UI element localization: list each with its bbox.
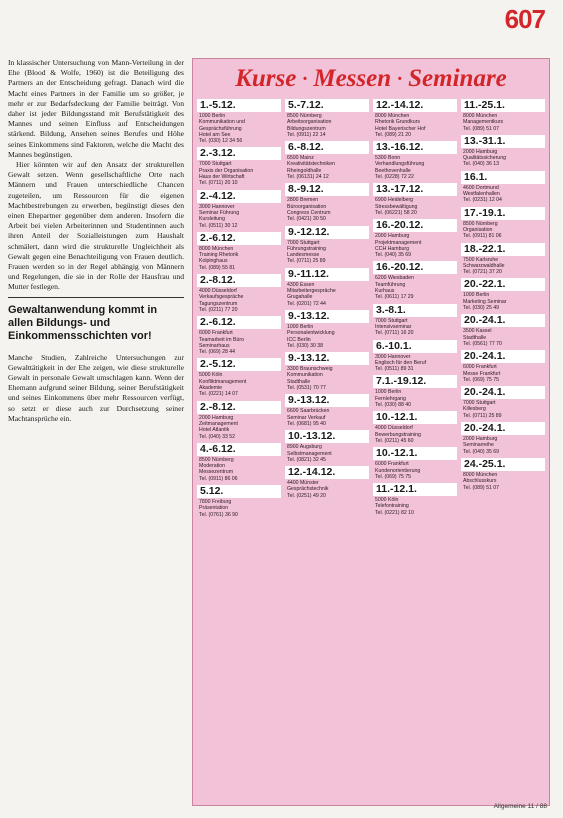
- event-entry: [285, 226, 369, 265]
- event-date: 9.-13.12.: [285, 352, 369, 365]
- event-date: 20.-22.1.: [461, 278, 545, 291]
- event-entry: [461, 458, 545, 491]
- event-entry: [285, 310, 369, 349]
- event-line: Personalentwicklung: [287, 330, 335, 337]
- event-line: Gesprächsführung: [199, 125, 242, 132]
- event-column: [285, 99, 369, 801]
- event-line: 7000 Stuttgart: [287, 239, 320, 246]
- event-entry: [461, 314, 545, 347]
- event-line: Kursleitung: [199, 216, 225, 223]
- event-date: 16.-20.12.: [373, 261, 457, 274]
- event-line: Seminar Führung: [199, 209, 240, 216]
- event-entry: [285, 394, 369, 427]
- event-line: 8000 München: [375, 113, 410, 119]
- event-line: Westfalenhallen: [463, 191, 500, 198]
- event-description: [373, 497, 457, 516]
- event-line: Tel. (0211) 45 60: [375, 437, 414, 444]
- event-entry: [373, 99, 457, 138]
- event-line: Seminarhaus: [199, 342, 230, 349]
- event-line: Kommunikation und: [199, 119, 245, 126]
- event-columns: [197, 99, 545, 801]
- event-line: 3500 Kassel: [463, 328, 492, 335]
- event-line: Arbeitsorganisation: [287, 119, 332, 126]
- event-line: Hotel Atlantik: [199, 427, 230, 434]
- event-date: 11.-12.1.: [373, 483, 457, 496]
- event-line: 8500 Nürnberg: [287, 113, 322, 119]
- event-line: 2000 Hamburg: [463, 148, 498, 155]
- event-line: 3000 Hannover: [375, 353, 411, 360]
- event-line: ICC Berlin: [287, 336, 311, 343]
- event-description: [461, 436, 545, 455]
- event-date: 2.-5.12.: [197, 358, 281, 371]
- event-date: 7.1.-19.12.: [373, 375, 457, 388]
- event-line: 7000 Stuttgart: [199, 161, 232, 168]
- event-description: [285, 444, 369, 463]
- event-description: [285, 282, 369, 307]
- event-line: Tel. (0511) 30 12: [199, 222, 238, 229]
- event-line: 2800 Bremen: [287, 197, 319, 204]
- event-line: Tel. (030) 12 34 56: [199, 138, 243, 145]
- event-line: Bildungszentrum: [287, 125, 326, 132]
- event-entry: [285, 141, 369, 180]
- event-entry: [373, 340, 457, 373]
- event-line: Tel. (0561) 77 70: [463, 340, 502, 347]
- event-line: Tel. (0228) 72 22: [375, 174, 414, 181]
- event-date: 13.-31.1.: [461, 135, 545, 148]
- page-number: 607: [504, 4, 545, 34]
- event-line: Tel. (0711) 25 89: [463, 412, 502, 419]
- event-line: Akademie: [199, 385, 223, 392]
- event-line: Fernlehrgang: [375, 395, 406, 402]
- event-line: Tel. (0221) 14 07: [199, 391, 238, 398]
- article-column: [8, 58, 184, 424]
- event-line: Tel. (069) 75 75: [375, 473, 412, 480]
- event-date: 5.12.: [197, 485, 281, 498]
- article-paragraph: In klassischer Untersuchung von Mann-Verteilung in der Ehe (Blood & Wolfe, 1960) ist die Beteiligung des Partners an der Entscheidung gefragt. Danach wird die Macht eines Partners in der Familie um so größer, je mehr er zur Bedarfsdeckung der Familie beiträgt. Von daher ist jeder Bildungsstand mit Berufstätigkeit des Mannes und seinen Einfluss auf Entscheidungen stärkend. Bildung, Ansehen seines Berufes und Höhe seines Einkommens sind Faktoren, welche die Macht des Mannes begünstigen.: [8, 58, 184, 159]
- event-line: Seminarreihe: [463, 442, 494, 449]
- event-line: Tel. (0201) 72 44: [287, 300, 326, 307]
- event-date: 2.-8.12.: [197, 274, 281, 287]
- event-date: 1.-5.12.: [197, 99, 281, 112]
- event-line: Kundenorientierung: [375, 467, 421, 474]
- event-entry: [373, 483, 457, 516]
- event-line: Tel. (0681) 95 40: [287, 420, 326, 427]
- event-entry: [461, 278, 545, 311]
- title-word: Messen: [313, 65, 392, 92]
- event-line: 6000 Frankfurt: [199, 330, 233, 337]
- event-line: 6200 Wiesbaden: [375, 275, 414, 282]
- event-entry: [197, 358, 281, 397]
- event-description: [373, 354, 457, 373]
- event-date: 4.-6.12.: [197, 443, 281, 456]
- event-column: [197, 99, 281, 801]
- event-entry: [373, 219, 457, 258]
- event-description: [461, 149, 545, 168]
- events-box: [192, 58, 550, 806]
- event-line: Zeitmanagement: [199, 420, 238, 427]
- event-line: 1000 Berlin: [375, 389, 402, 396]
- event-line: 2000 Hamburg: [375, 233, 410, 240]
- event-entry: [197, 401, 281, 440]
- event-line: 3300 Braunschweig: [287, 366, 333, 373]
- event-date: 12.-14.12.: [373, 99, 457, 112]
- event-description: [461, 185, 545, 204]
- event-line: Marketing Seminar: [463, 298, 507, 305]
- event-entry: [461, 243, 545, 276]
- event-line: Intensivseminar: [375, 323, 412, 330]
- event-description: [373, 425, 457, 444]
- event-line: Tel. (0611) 17 29: [375, 294, 414, 301]
- event-description: [461, 364, 545, 383]
- event-entry: [197, 190, 281, 229]
- event-line: Tel. (040) 35 69: [375, 252, 412, 259]
- event-line: Tel. (0721) 37 20: [463, 269, 502, 276]
- event-line: Messe Frankfurt: [463, 370, 501, 377]
- event-line: Tel. (0511) 89 31: [375, 366, 414, 373]
- event-date: 10.-12.1.: [373, 447, 457, 460]
- event-description: [285, 240, 369, 265]
- event-entry: [285, 352, 369, 391]
- event-line: Teamarbeit im Büro: [199, 336, 244, 343]
- event-line: Tel. (040) 33 52: [199, 433, 236, 440]
- event-entry: [197, 485, 281, 518]
- event-line: Training Rhetorik: [199, 252, 239, 259]
- event-line: Tel. (0231) 12 04: [463, 197, 502, 204]
- event-line: 8900 Augsburg: [287, 444, 322, 451]
- event-line: Organisation: [463, 226, 493, 233]
- event-description: [197, 499, 281, 518]
- event-line: Selbstmanagement: [287, 450, 332, 457]
- event-line: Kreativitätstechniken: [287, 161, 335, 168]
- event-date: 20.-24.1.: [461, 350, 545, 363]
- event-line: Führungstraining: [287, 245, 326, 252]
- event-line: Seminar Verkauf: [287, 414, 326, 421]
- event-line: 8500 Nürnberg: [463, 220, 498, 227]
- event-line: 8000 München: [463, 113, 498, 119]
- event-line: Verkaufsgespräche: [199, 294, 244, 301]
- event-column: [373, 99, 457, 801]
- event-line: Congress Centrum: [287, 209, 331, 216]
- event-date: 2.-6.12.: [197, 232, 281, 245]
- event-line: 4300 Essen: [287, 281, 315, 288]
- event-line: 1000 Berlin: [199, 113, 226, 119]
- event-line: Teamführung: [375, 281, 406, 288]
- event-entry: [197, 147, 281, 186]
- event-line: Stadthalle: [287, 378, 311, 385]
- event-description: [461, 113, 545, 132]
- event-description: [285, 197, 369, 222]
- title-separator: ·: [302, 67, 308, 90]
- event-line: Tel. (030) 88 40: [375, 402, 412, 409]
- event-description: [461, 400, 545, 419]
- event-line: Killesberg: [463, 406, 486, 413]
- event-line: 2000 Hamburg: [199, 414, 234, 421]
- event-line: Tel. (030) 25 49: [463, 305, 500, 312]
- event-entry: [461, 350, 545, 383]
- event-line: Tel. (0911) 86 06: [199, 475, 238, 482]
- event-line: 4600 Dortmund: [463, 184, 499, 191]
- article-headline: Gewaltanwendung kommt in allen Bildungs- und Einkommensschichten vor!: [8, 303, 158, 342]
- event-line: Beethovenhalle: [375, 167, 411, 174]
- event-date: 2.-4.12.: [197, 190, 281, 203]
- event-entry: [373, 375, 457, 408]
- event-entry: [197, 99, 281, 144]
- event-line: Tel. (0911) 22 14: [287, 131, 326, 138]
- event-line: Projektmanagement: [375, 239, 422, 246]
- event-line: Tel. (0711) 16 20: [375, 330, 414, 337]
- event-description: [285, 113, 369, 138]
- event-line: Tel. (0531) 70 77: [287, 385, 326, 392]
- event-line: Haus der Wirtschaft: [199, 174, 245, 181]
- event-line: Tel. (0711) 20 10: [199, 180, 238, 187]
- event-line: Abschlusskurs: [463, 478, 497, 485]
- event-date: 20.-24.1.: [461, 422, 545, 435]
- event-description: [285, 324, 369, 349]
- event-date: 11.-25.1.: [461, 99, 545, 112]
- event-line: Tel. (089) 55 81: [199, 264, 236, 271]
- event-description: [373, 461, 457, 480]
- event-line: 6900 Heidelberg: [375, 197, 414, 204]
- event-line: Hotel Bayerischer Hof: [375, 125, 426, 132]
- event-line: Kurhaus: [375, 288, 395, 295]
- event-date: 2.-6.12.: [197, 316, 281, 329]
- event-date: 6.-10.1.: [373, 340, 457, 353]
- event-entry: [285, 183, 369, 222]
- event-line: Tel. (0211) 77 20: [199, 306, 238, 313]
- event-line: Stressbewältigung: [375, 203, 418, 210]
- event-line: 7000 Stuttgart: [463, 400, 496, 407]
- event-line: 6500 Mainz: [287, 155, 314, 162]
- event-line: Tel. (06221) 58 20: [375, 209, 417, 216]
- event-description: [373, 155, 457, 180]
- event-date: 12.-14.12.: [285, 466, 369, 479]
- page-footer: Allgemeine 11 / 88: [493, 803, 547, 810]
- event-entry: [373, 304, 457, 337]
- event-line: Tel. (040) 36 13: [463, 161, 500, 168]
- event-line: 1000 Berlin: [287, 323, 314, 330]
- event-description: [285, 408, 369, 427]
- event-line: Englisch für den Beruf: [375, 359, 427, 366]
- event-date: 16.-20.12.: [373, 219, 457, 232]
- event-entry: [373, 447, 457, 480]
- event-entry: [197, 443, 281, 482]
- event-line: 6000 Frankfurt: [463, 364, 497, 371]
- event-line: Tagungszentrum: [199, 300, 238, 307]
- event-date: 3.-8.1.: [373, 304, 457, 317]
- event-line: 4000 Düsseldorf: [199, 288, 237, 295]
- event-line: 8000 München: [463, 471, 498, 478]
- event-entry: [461, 422, 545, 455]
- event-entry: [461, 386, 545, 419]
- event-line: Tel. (0821) 32 45: [287, 456, 326, 463]
- title-word: Kurse: [235, 65, 297, 92]
- event-description: [197, 330, 281, 355]
- event-line: Praxis der Organisation: [199, 167, 254, 174]
- event-line: Tel. (0911) 81 06: [463, 233, 502, 240]
- event-date: 9.-12.12.: [285, 226, 369, 239]
- event-line: Tel. (0251) 49 20: [287, 492, 326, 499]
- event-date: 13.-16.12.: [373, 141, 457, 154]
- event-line: Konfliktmanagement: [199, 378, 247, 385]
- event-description: [197, 372, 281, 397]
- event-description: [373, 233, 457, 258]
- event-line: Tel. (069) 75 75: [463, 376, 500, 383]
- event-date: 8.-9.12.: [285, 183, 369, 196]
- event-line: Rhetorik Grundkurs: [375, 119, 420, 126]
- event-date: 9.-13.12.: [285, 310, 369, 323]
- event-line: 6000 Frankfurt: [375, 461, 409, 468]
- event-entry: [197, 232, 281, 271]
- event-line: 8500 Nürnberg: [199, 456, 234, 463]
- event-line: Büroorganisation: [287, 203, 327, 210]
- event-line: 4000 Düsseldorf: [375, 425, 413, 432]
- event-line: Hotel am See: [199, 131, 231, 138]
- event-entry: [285, 268, 369, 307]
- event-description: [373, 318, 457, 337]
- article-paragraph: Manche Studien, Zahlreiche Untersuchungen zur Gewalttätigkeit in der Ehe zeigen, wie diese strukturelle Gewalt in personale Gewalt umschlagen kann. Wenn der Ehemann aufgrund seiner Bildung, seiner Berufstätigkeit und seines Einkommens über mehr Ressourcen verfügt, so setzt er diese auch zur Durchsetzung seiner Machtansprüche ein.: [8, 352, 184, 423]
- event-line: Tel. (040) 35 69: [463, 448, 500, 455]
- event-line: Präsentation: [199, 505, 229, 512]
- event-line: 3000 Hannover: [199, 203, 235, 210]
- event-date: 24.-25.1.: [461, 458, 545, 471]
- event-date: 9.-13.12.: [285, 394, 369, 407]
- event-date: 10.-13.12.: [285, 430, 369, 443]
- event-line: Tel. (089) 51 07: [463, 125, 500, 132]
- event-line: Kolpinghaus: [199, 258, 228, 265]
- event-date: 17.-19.1.: [461, 207, 545, 220]
- event-line: 5300 Bonn: [375, 155, 401, 162]
- event-entry: [197, 316, 281, 355]
- box-title: [193, 59, 549, 99]
- event-line: Tel. (030) 30 38: [287, 342, 324, 349]
- event-description: [373, 113, 457, 138]
- event-line: Verhandlungsführung: [375, 161, 425, 168]
- event-description: [373, 275, 457, 300]
- event-entry: [373, 261, 457, 300]
- event-entry: [373, 141, 457, 180]
- event-description: [461, 292, 545, 311]
- event-line: 5000 Köln: [375, 497, 399, 504]
- event-line: Grugahalle: [287, 294, 313, 301]
- event-date: 10.-12.1.: [373, 411, 457, 424]
- event-date: 2.-8.12.: [197, 401, 281, 414]
- article-paragraph: Hier könnten wir auf den Ansatz der strukturellen Gewalt setzen. Wenn gesellschaftliche Orte nach Männern und Frauen unterschiedliche Chancen zugeteilen, um Ressourcen für die eigenen Machtbestrebungen zu erwerben, begünstigt dieses den einen Ehepartner gegenüber dem anderen. Insofern die Arbeit bei vielen Arbeiterinnen und Studentinnen auch ihren Anteil der Sozialleistungen zum Haushalt schmälert, dann wird die strukturelle Ungleichheit als Gewalt gegen eine Benachteiligung von Frauen deutlich. Frauen werden so in der Regel abhängig von Männern und Regelungen, die sie in der Rolle der Hausfrau und Mutter festlegen.: [8, 160, 184, 292]
- event-line: Tel. (089) 51 07: [463, 484, 500, 491]
- event-line: Schwarzwaldhalle: [463, 262, 505, 269]
- event-description: [197, 204, 281, 229]
- event-line: 2000 Hamburg: [463, 436, 498, 443]
- event-date: 2.-3.12.: [197, 147, 281, 160]
- event-line: CCH Hamburg: [375, 245, 410, 252]
- event-description: [197, 415, 281, 440]
- event-description: [461, 328, 545, 347]
- event-entry: [373, 183, 457, 216]
- event-description: [197, 246, 281, 271]
- event-description: [285, 480, 369, 499]
- event-line: Rheingoldhalle: [287, 167, 322, 174]
- event-line: Kommunikation: [287, 372, 323, 379]
- event-line: Stadthalle: [463, 334, 487, 341]
- event-date: 16.1.: [461, 171, 545, 184]
- event-line: Tel. (06131) 24 12: [287, 174, 329, 181]
- event-entry: [197, 274, 281, 313]
- event-date: 20.-24.1.: [461, 386, 545, 399]
- event-line: 8000 München: [199, 245, 234, 252]
- event-line: 7800 Freiburg: [199, 498, 232, 505]
- event-date: 13.-17.12.: [373, 183, 457, 196]
- title-separator: ·: [397, 67, 403, 90]
- event-date: 5.-7.12.: [285, 99, 369, 112]
- event-entry: [461, 207, 545, 240]
- event-line: Tel. (0711) 25 89: [287, 258, 326, 265]
- event-line: Managementkurs: [463, 119, 504, 126]
- event-date: 6.-8.12.: [285, 141, 369, 154]
- event-line: 7500 Karlsruhe: [463, 256, 499, 263]
- event-date: 9.-11.12.: [285, 268, 369, 281]
- event-description: [197, 457, 281, 482]
- divider: [8, 297, 184, 298]
- event-line: Moderation: [199, 463, 225, 470]
- event-line: 5000 Köln: [199, 372, 223, 379]
- event-description: [285, 155, 369, 180]
- event-entry: [461, 99, 545, 132]
- event-date: 18.-22.1.: [461, 243, 545, 256]
- event-line: Landesmesse: [287, 252, 320, 259]
- event-description: [461, 257, 545, 276]
- event-line: 7000 Stuttgart: [375, 317, 408, 324]
- event-entry: [461, 135, 545, 168]
- event-description: [197, 113, 281, 144]
- event-description: [197, 288, 281, 313]
- event-description: [285, 366, 369, 391]
- event-description: [197, 161, 281, 186]
- event-line: Mitarbeitergespräche: [287, 288, 336, 295]
- event-line: Tel. (0761) 36 90: [199, 511, 238, 518]
- event-description: [373, 197, 457, 216]
- event-line: 4400 Münster: [287, 480, 319, 487]
- event-entry: [285, 466, 369, 499]
- event-line: Tel. (069) 28 44: [199, 349, 236, 356]
- event-line: Messezentrum: [199, 469, 234, 476]
- event-description: [461, 221, 545, 240]
- event-line: 1000 Berlin: [463, 292, 490, 299]
- event-line: Qualitätssicherung: [463, 155, 506, 162]
- event-line: Tel. (0221) 82 10: [375, 509, 414, 516]
- event-entry: [285, 99, 369, 138]
- event-entry: [373, 411, 457, 444]
- title-word: Seminare: [408, 65, 507, 92]
- event-line: Bewerbungstraining: [375, 431, 421, 438]
- event-line: Tel. (0421) 30 50: [287, 216, 326, 223]
- event-entry: [285, 430, 369, 463]
- event-column: [461, 99, 545, 801]
- event-line: Tel. (089) 21 20: [375, 131, 412, 138]
- event-entry: [461, 171, 545, 204]
- event-description: [461, 472, 545, 491]
- event-description: [373, 389, 457, 408]
- event-line: Gesprächstechnik: [287, 486, 329, 493]
- event-line: Telefontraining: [375, 503, 409, 510]
- event-date: 20.-24.1.: [461, 314, 545, 327]
- event-line: 6600 Saarbrücken: [287, 408, 330, 415]
